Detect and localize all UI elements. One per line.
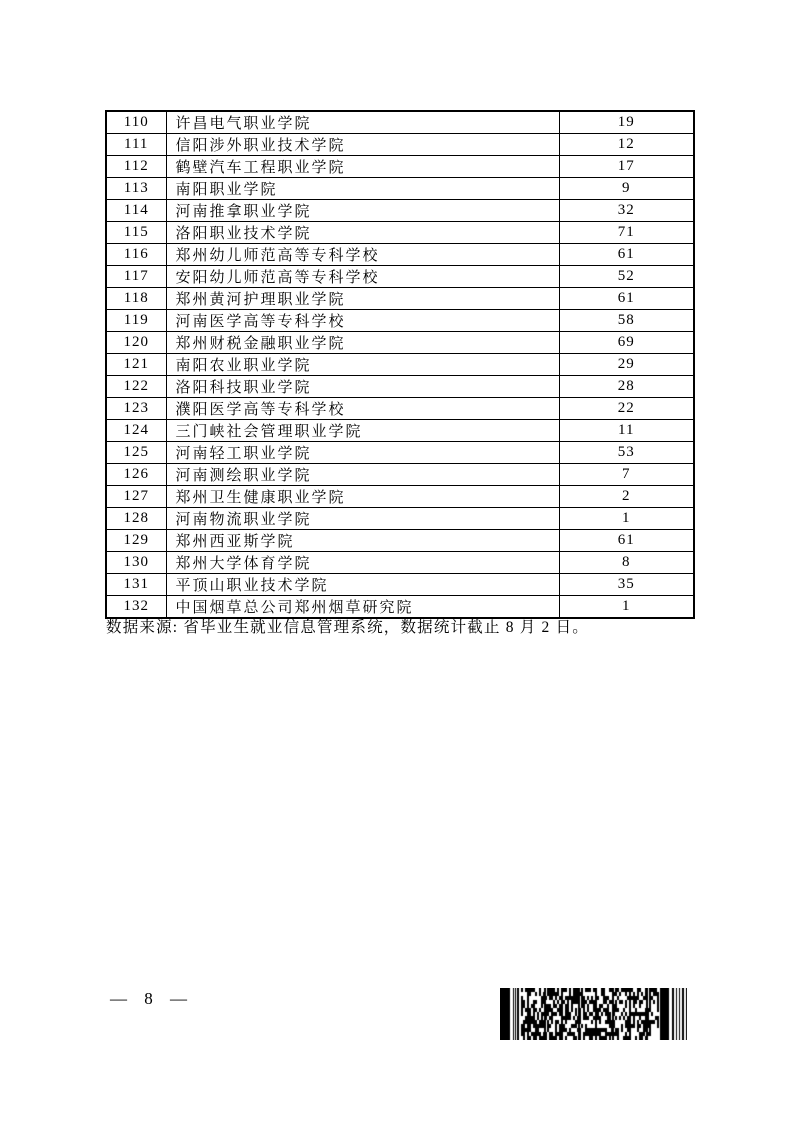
table-row bbox=[106, 552, 694, 574]
graduate-count-cell: 22 bbox=[559, 398, 694, 420]
graduate-count-cell: 32 bbox=[559, 200, 694, 222]
institution-name-cell: 中国烟草总公司郑州烟草研究院 bbox=[166, 596, 559, 619]
graduate-count-cell: 19 bbox=[559, 111, 694, 134]
institution-name-cell: 郑州大学体育学院 bbox=[166, 552, 559, 574]
table-row bbox=[106, 464, 694, 486]
row-number-cell: 118 bbox=[106, 288, 166, 310]
table-row bbox=[106, 376, 694, 398]
graduate-count-cell: 12 bbox=[559, 134, 694, 156]
table-row bbox=[106, 222, 694, 244]
table-row bbox=[106, 574, 694, 596]
row-number-cell: 114 bbox=[106, 200, 166, 222]
row-number-cell: 110 bbox=[106, 111, 166, 134]
graduate-count-cell: 11 bbox=[559, 420, 694, 442]
graduate-count-cell: 1 bbox=[559, 508, 694, 530]
institution-name-cell: 濮阳医学高等专科学校 bbox=[166, 398, 559, 420]
institution-name-cell: 洛阳职业技术学院 bbox=[166, 222, 559, 244]
institution-name-cell: 郑州西亚斯学院 bbox=[166, 530, 559, 552]
table-row bbox=[106, 486, 694, 508]
table-row bbox=[106, 156, 694, 178]
row-number-cell: 117 bbox=[106, 266, 166, 288]
graduate-count-cell: 61 bbox=[559, 530, 694, 552]
institution-name-cell: 南阳农业职业学院 bbox=[166, 354, 559, 376]
page-number: — 8 — bbox=[110, 989, 188, 1008]
row-number-cell: 123 bbox=[106, 398, 166, 420]
institution-name-cell: 河南医学高等专科学校 bbox=[166, 310, 559, 332]
table-row bbox=[106, 310, 694, 332]
graduate-count-cell: 61 bbox=[559, 288, 694, 310]
institution-name-cell: 南阳职业学院 bbox=[166, 178, 559, 200]
row-number-cell: 121 bbox=[106, 354, 166, 376]
row-number-cell: 115 bbox=[106, 222, 166, 244]
row-number-cell: 130 bbox=[106, 552, 166, 574]
graduate-count-cell: 69 bbox=[559, 332, 694, 354]
graduate-count-cell: 28 bbox=[559, 376, 694, 398]
table-row bbox=[106, 398, 694, 420]
graduate-count-cell: 1 bbox=[559, 596, 694, 619]
row-number-cell: 127 bbox=[106, 486, 166, 508]
graduate-count-cell: 71 bbox=[559, 222, 694, 244]
row-number-cell: 132 bbox=[106, 596, 166, 619]
table-row bbox=[106, 178, 694, 200]
row-number-cell: 111 bbox=[106, 134, 166, 156]
institution-name-cell: 信阳涉外职业技术学院 bbox=[166, 134, 559, 156]
institution-name-cell: 郑州财税金融职业学院 bbox=[166, 332, 559, 354]
table-row bbox=[106, 508, 694, 530]
row-number-cell: 116 bbox=[106, 244, 166, 266]
table-row bbox=[106, 111, 694, 134]
institution-name-cell: 郑州幼儿师范高等专科学校 bbox=[166, 244, 559, 266]
row-number-cell: 125 bbox=[106, 442, 166, 464]
institution-table bbox=[105, 110, 695, 619]
row-number-cell: 120 bbox=[106, 332, 166, 354]
institution-name-cell: 郑州卫生健康职业学院 bbox=[166, 486, 559, 508]
graduate-count-cell: 52 bbox=[559, 266, 694, 288]
table-row bbox=[106, 266, 694, 288]
graduate-count-cell: 2 bbox=[559, 486, 694, 508]
row-number-cell: 122 bbox=[106, 376, 166, 398]
table-row bbox=[106, 288, 694, 310]
row-number-cell: 126 bbox=[106, 464, 166, 486]
institution-name-cell: 安阳幼儿师范高等专科学校 bbox=[166, 266, 559, 288]
table-row bbox=[106, 354, 694, 376]
institution-name-cell: 洛阳科技职业学院 bbox=[166, 376, 559, 398]
institution-name-cell: 河南轻工职业学院 bbox=[166, 442, 559, 464]
institution-name-cell: 河南测绘职业学院 bbox=[166, 464, 559, 486]
graduate-count-cell: 29 bbox=[559, 354, 694, 376]
graduate-count-cell: 35 bbox=[559, 574, 694, 596]
table-row bbox=[106, 244, 694, 266]
graduate-count-cell: 58 bbox=[559, 310, 694, 332]
institution-name-cell: 鹤壁汽车工程职业学院 bbox=[166, 156, 559, 178]
graduate-count-cell: 53 bbox=[559, 442, 694, 464]
institution-name-cell: 河南物流职业学院 bbox=[166, 508, 559, 530]
institution-name-cell: 河南推拿职业学院 bbox=[166, 200, 559, 222]
institution-name-cell: 平顶山职业技术学院 bbox=[166, 574, 559, 596]
graduate-count-cell: 17 bbox=[559, 156, 694, 178]
row-number-cell: 124 bbox=[106, 420, 166, 442]
row-number-cell: 128 bbox=[106, 508, 166, 530]
institution-name-cell: 三门峡社会管理职业学院 bbox=[166, 420, 559, 442]
row-number-cell: 129 bbox=[106, 530, 166, 552]
table-row bbox=[106, 332, 694, 354]
table-row bbox=[106, 200, 694, 222]
row-number-cell: 131 bbox=[106, 574, 166, 596]
table-row bbox=[106, 134, 694, 156]
row-number-cell: 112 bbox=[106, 156, 166, 178]
graduate-count-cell: 9 bbox=[559, 178, 694, 200]
table-row bbox=[106, 442, 694, 464]
data-source-note: 数据来源: 省毕业生就业信息管理系统，数据统计截止 8 月 2 日。 bbox=[106, 619, 589, 636]
pdf417-barcode bbox=[500, 988, 687, 1040]
institution-name-cell: 许昌电气职业学院 bbox=[166, 111, 559, 134]
row-number-cell: 113 bbox=[106, 178, 166, 200]
graduate-count-cell: 7 bbox=[559, 464, 694, 486]
institution-table-body bbox=[106, 111, 694, 618]
graduate-count-cell: 8 bbox=[559, 552, 694, 574]
table-row bbox=[106, 420, 694, 442]
table-row bbox=[106, 530, 694, 552]
institution-name-cell: 郑州黄河护理职业学院 bbox=[166, 288, 559, 310]
graduate-count-cell: 61 bbox=[559, 244, 694, 266]
row-number-cell: 119 bbox=[106, 310, 166, 332]
